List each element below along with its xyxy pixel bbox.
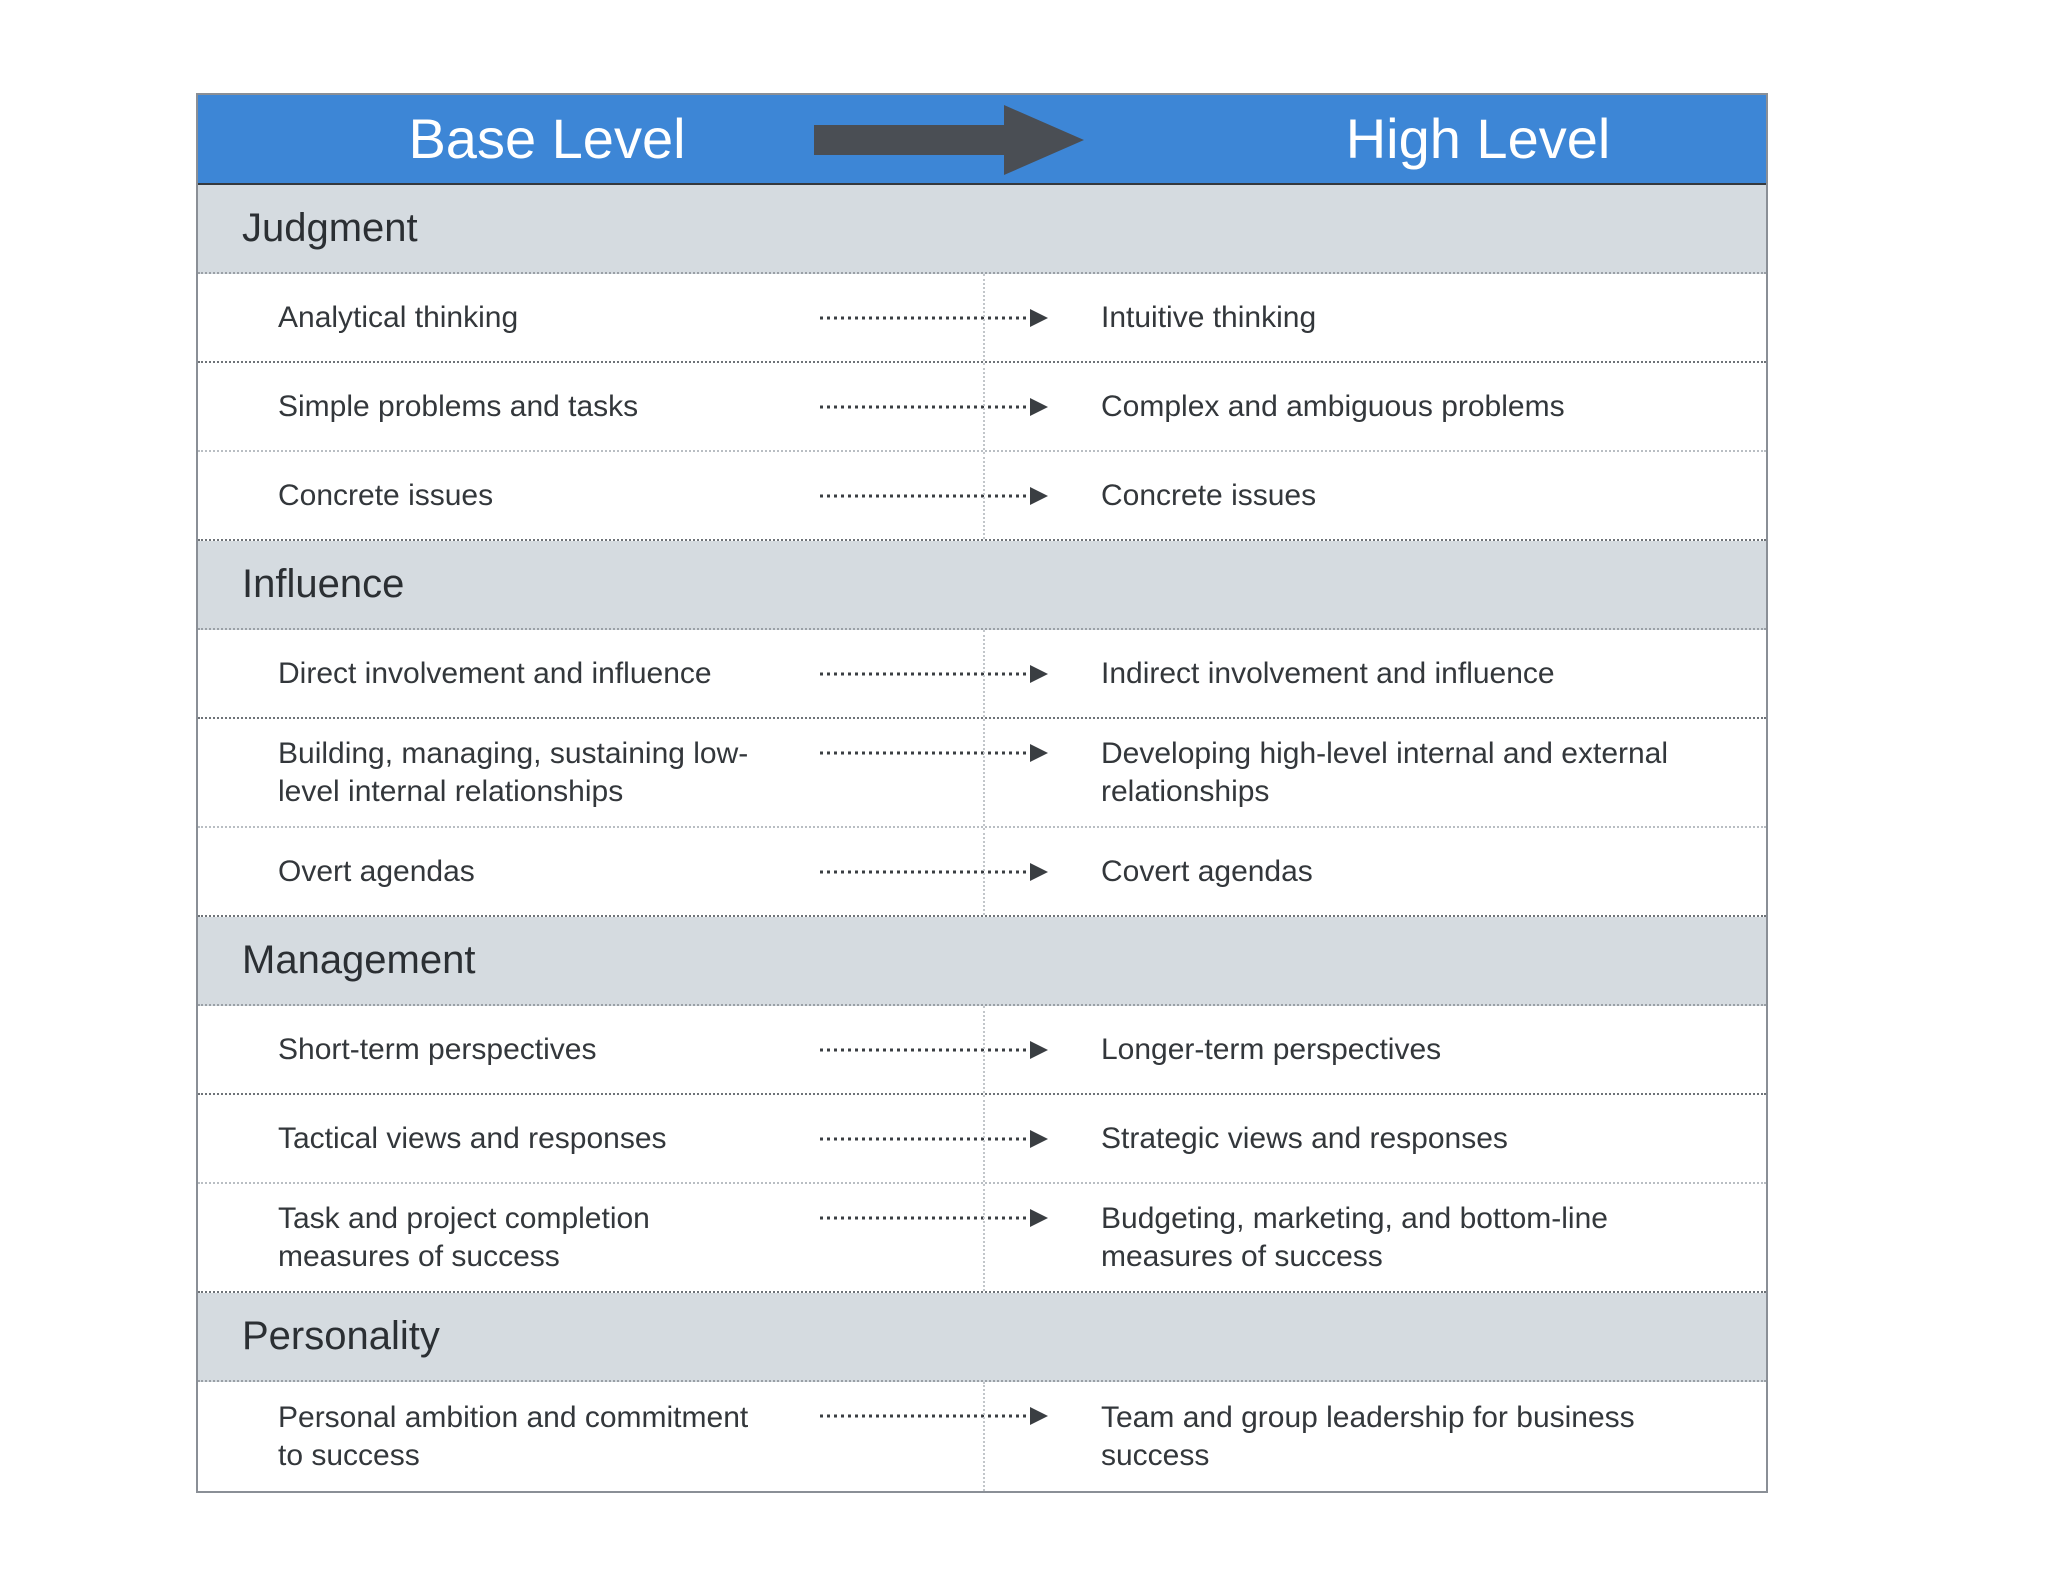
section-judgment (198, 185, 1766, 274)
table-row (198, 828, 1766, 917)
dotted-arrow-icon (820, 306, 1050, 330)
dotted-arrow-icon (820, 741, 1050, 765)
table-row (198, 1006, 1766, 1095)
base-cell: Building, managing, sustaining low-level internal relationships (278, 736, 749, 808)
dotted-arrow-icon (820, 1038, 1050, 1062)
high-cell: Longer-term perspectives (1101, 1032, 1442, 1066)
high-cell: Covert agendas (1101, 854, 1313, 888)
section-influence (198, 541, 1766, 630)
base-level-heading: Base Level (408, 107, 686, 170)
table-row (198, 1095, 1766, 1184)
base-cell: Short-term perspectives (278, 1032, 597, 1066)
comparison-table (196, 93, 1768, 1493)
table-row (198, 452, 1766, 541)
dotted-arrow-icon (820, 662, 1050, 686)
table-header (198, 95, 1766, 185)
high-cell: Complex and ambiguous problems (1101, 389, 1565, 423)
dotted-arrow-icon (820, 1206, 1050, 1230)
high-cell: Intuitive thinking (1101, 300, 1317, 334)
table-row (198, 1382, 1766, 1491)
section-management (198, 917, 1766, 1006)
section-personality (198, 1293, 1766, 1382)
table-row (198, 363, 1766, 452)
base-cell: Personal ambition and commitment to success (278, 1400, 749, 1472)
base-cell: Concrete issues (278, 478, 494, 512)
base-cell: Task and project completion measures of success (278, 1201, 650, 1273)
table-row (198, 1184, 1766, 1293)
dotted-arrow-icon (820, 395, 1050, 419)
section-title: Personality (242, 1314, 440, 1358)
dotted-arrow-icon (820, 860, 1050, 884)
dotted-arrow-icon (820, 1127, 1050, 1151)
base-cell: Overt agendas (278, 854, 475, 888)
section-title: Management (242, 938, 476, 982)
base-cell: Simple problems and tasks (278, 389, 639, 423)
high-level-heading: High Level (1345, 107, 1611, 170)
dotted-arrow-icon (820, 1404, 1050, 1428)
table-row (198, 630, 1766, 719)
high-cell: Budgeting, marketing, and bottom-line measures of success (1101, 1201, 1608, 1273)
high-cell: Developing high-level internal and external relationships (1101, 736, 1669, 808)
table-row (198, 719, 1766, 828)
base-cell: Direct involvement and influence (278, 656, 712, 690)
high-cell: Team and group leadership for business success (1101, 1400, 1635, 1472)
table-row (198, 274, 1766, 363)
dotted-arrow-icon (820, 484, 1050, 508)
base-cell: Tactical views and responses (278, 1121, 667, 1155)
section-title: Influence (242, 562, 405, 606)
high-cell: Concrete issues (1101, 478, 1317, 512)
base-cell: Analytical thinking (278, 300, 519, 334)
high-cell: Strategic views and responses (1101, 1121, 1508, 1155)
right-arrow-icon (814, 105, 1084, 175)
high-cell: Indirect involvement and influence (1101, 656, 1555, 690)
section-title: Judgment (242, 206, 418, 250)
